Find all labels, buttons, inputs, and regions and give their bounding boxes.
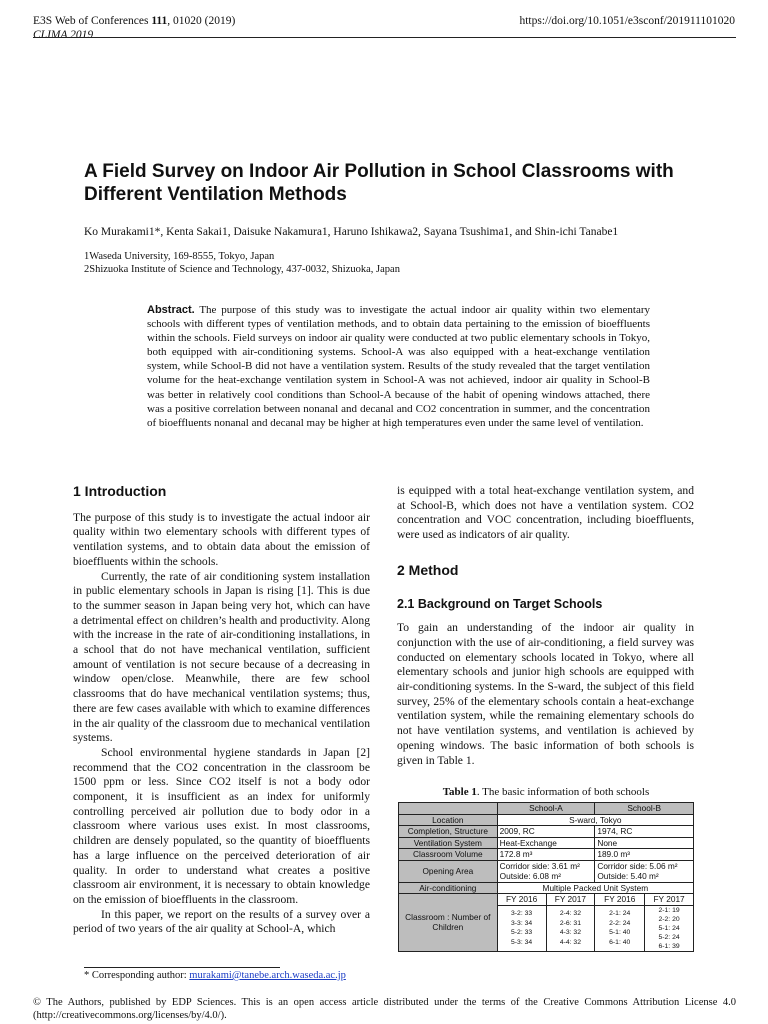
cell: Outside: 5.40 m² bbox=[595, 871, 694, 882]
children-cell: 2-1: 19 2-2: 20 5-1: 24 5-2: 24 6-1: 39 bbox=[645, 905, 694, 951]
school-info-table bbox=[398, 802, 694, 952]
left-column bbox=[73, 484, 370, 937]
email-link[interactable]: murakami@tanebe.arch.waseda.ac.jp bbox=[189, 970, 346, 981]
table-row bbox=[399, 849, 694, 861]
section-heading: 1 Introduction bbox=[73, 483, 167, 499]
footnote-rule bbox=[84, 967, 280, 968]
abstract-label: Abstract. bbox=[147, 304, 195, 316]
year-header: FY 2017 bbox=[645, 894, 694, 906]
paragraph: To gain an understanding of the indoor air quality in conjunction with the use of air-conditioning, a field survey was conducted on elementary schools located in Tokyo, where all elementary schools and junior high schools are equipped with air-conditioning systems. In the S-ward, the subject of this field survey, 25% of the elementary schools contain a heat-exchange ventilation system, while the remaining elementary schools do not have ventilation systems, and ventilation is achieved by opening windows. The basic information of both schools is given in Table 1. bbox=[397, 621, 694, 767]
footnote bbox=[84, 970, 346, 981]
cell: 172.8 m³ bbox=[497, 849, 595, 861]
header-rule bbox=[33, 37, 736, 38]
license-notice: © The Authors, published by EDP Sciences. This is an open access article distributed under the terms of the Creative Commons Attribution License 4.0 (http://creativecommons.org/licenses/by/4.0/). bbox=[33, 997, 736, 1021]
cell: Corridor side: 3.61 m² bbox=[497, 860, 595, 871]
table-row bbox=[399, 882, 694, 894]
year-header: FY 2017 bbox=[546, 894, 595, 906]
paragraph: Currently, the rate of air conditioning system installation in public elementary schools in Japan is rising [1]. This is due to the summer season in Japan being very hot, which can have a detrimental effect on children’s health and productivity. Along with the increase in the rate of air-conditioning installations, in a school that do not have mechanical ventilation, sufficient amount of ventilation is not secure because of a decreasing in window open/close. Meanwhile, there are few school classrooms that do have mechanical ventilation systems; thus, there are few cases available with which to examine differences in the air quality of the classroom due to mechanical ventilation systems. bbox=[73, 569, 370, 745]
children-cell: 3-2: 33 3-3: 34 5-2: 33 5-3: 34 bbox=[497, 905, 546, 951]
paragraph: is equipped with a total heat-exchange ventilation system, and at School-B, which does not have a ventilation system. CO2 concentration and VOC concentration, including bioeffluents, were used as indicators of air quality. bbox=[397, 484, 694, 542]
article-number: , 01020 (2019) bbox=[167, 15, 236, 27]
year-header: FY 2016 bbox=[595, 894, 645, 906]
children-cell: 2-4: 32 2-6: 31 4-3: 32 4-4: 32 bbox=[546, 905, 595, 951]
table-row bbox=[399, 894, 694, 906]
table-row bbox=[399, 814, 694, 826]
abstract-text: The purpose of this study was to investigate the actual indoor air quality within two elementary schools with different types of ventilation methods, and to obtain data pertaining to the emission of bioeffluents within the schools. Field surveys on indoor air quality were conducted at two public elementary schools in Tokyo, both equipped with air-conditioning systems. School-A was also equipped with a heat-exchange ventilation system, while School-B did not have a ventilation system. Results of the study revealed that the target ventilation volume for the heat-exchange ventilation system in School-A was not achieved, indoor air quality in School-B was better in relatively cool conditions than School-A because of the habit of opening windows attached, there was a positive correlation between nonanal and decanal and CO2 concentration in summer, and the concentration of bioeffluents nonanal and decanal may be higher at high temperatures even under the same level of ventilation. bbox=[147, 304, 650, 429]
paragraph: In this paper, we report on the results of a survey over a period of two years of the air quality at School-A, which bbox=[73, 907, 370, 936]
cell: Corridor side: 5.06 m² bbox=[595, 860, 694, 871]
row-label: Opening Area bbox=[399, 860, 498, 882]
affiliation-1: 1Waseda University, 169-8555, Tokyo, Japan bbox=[84, 251, 275, 262]
row-label: Completion, Structure bbox=[399, 826, 498, 838]
table-row bbox=[399, 860, 694, 871]
abstract bbox=[147, 303, 650, 430]
authors: Ko Murakami1*, Kenta Sakai1, Daisuke Nakamura1, Haruno Ishikawa2, Sayana Tsushima1, and Shin-ichi Tanabe1 bbox=[84, 226, 619, 238]
paper-title: A Field Survey on Indoor Air Pollution in School Classrooms with Different Ventilation Methods bbox=[84, 161, 674, 205]
cell: Heat-Exchange bbox=[497, 837, 595, 849]
cell: S-ward, Tokyo bbox=[497, 814, 693, 826]
table-row bbox=[399, 837, 694, 849]
volume: 111 bbox=[151, 15, 168, 27]
table-label: Table 1 bbox=[442, 786, 477, 798]
right-column bbox=[397, 484, 694, 768]
subsection-heading: 2.1 Background on Target Schools bbox=[397, 596, 603, 611]
cell: Multiple Packed Unit System bbox=[497, 882, 693, 894]
row-label: Ventilation System bbox=[399, 837, 498, 849]
doi-link[interactable]: https://doi.org/10.1051/e3sconf/201911101020 bbox=[519, 15, 735, 27]
cell: 189.0 m³ bbox=[595, 849, 694, 861]
section-heading: 2 Method bbox=[397, 561, 459, 578]
table-row bbox=[399, 826, 694, 838]
column-header: School-B bbox=[595, 803, 694, 815]
cell: Outside: 6.08 m² bbox=[497, 871, 595, 882]
journal-name: E3S Web of Conferences bbox=[33, 15, 152, 27]
year-header: FY 2016 bbox=[497, 894, 546, 906]
row-label: Classroom Volume bbox=[399, 849, 498, 861]
footnote-label: * Corresponding author: bbox=[84, 970, 190, 981]
table-caption bbox=[398, 786, 694, 798]
column-header: School-A bbox=[497, 803, 595, 815]
cell: 1974, RC bbox=[595, 826, 694, 838]
paragraph: School environmental hygiene standards in Japan [2] recommend that the CO2 concentration in the classroom be 1500 ppm or less. Since CO2 itself is not a body odor component, it is insufficient as an index for uniformly controlling perceived air pollution due to body odor in a classroom where various uses exist. In most classrooms, children are densely populated, so the quantity of bioeffluents has a large influence on the perceived deterioration of air quality. In order to understand what creates a positive classroom air environment, it is necessary to obtain knowledge on the emission of bioeffluents in the classroom. bbox=[73, 745, 370, 906]
conference-name: CLIMA 2019 bbox=[33, 29, 94, 41]
cell: 2009, RC bbox=[497, 826, 595, 838]
row-label: Classroom : Number of Children bbox=[399, 894, 498, 952]
row-label: Location bbox=[399, 814, 498, 826]
cell: None bbox=[595, 837, 694, 849]
affiliation-2: 2Shizuoka Institute of Science and Technology, 437-0032, Shizuoka, Japan bbox=[84, 264, 400, 275]
row-label: Air-conditioning bbox=[399, 882, 498, 894]
journal-header bbox=[33, 14, 235, 28]
table-caption-text: . The basic information of both schools bbox=[476, 786, 650, 798]
children-cell: 2-1: 24 2-2: 24 5-1: 40 6-1: 40 bbox=[595, 905, 645, 951]
paragraph: The purpose of this study is to investigate the actual indoor air quality within two elementary schools with different types of ventilation systems, and to obtain data about the emission of bioeffluents within the schools. bbox=[73, 510, 370, 568]
